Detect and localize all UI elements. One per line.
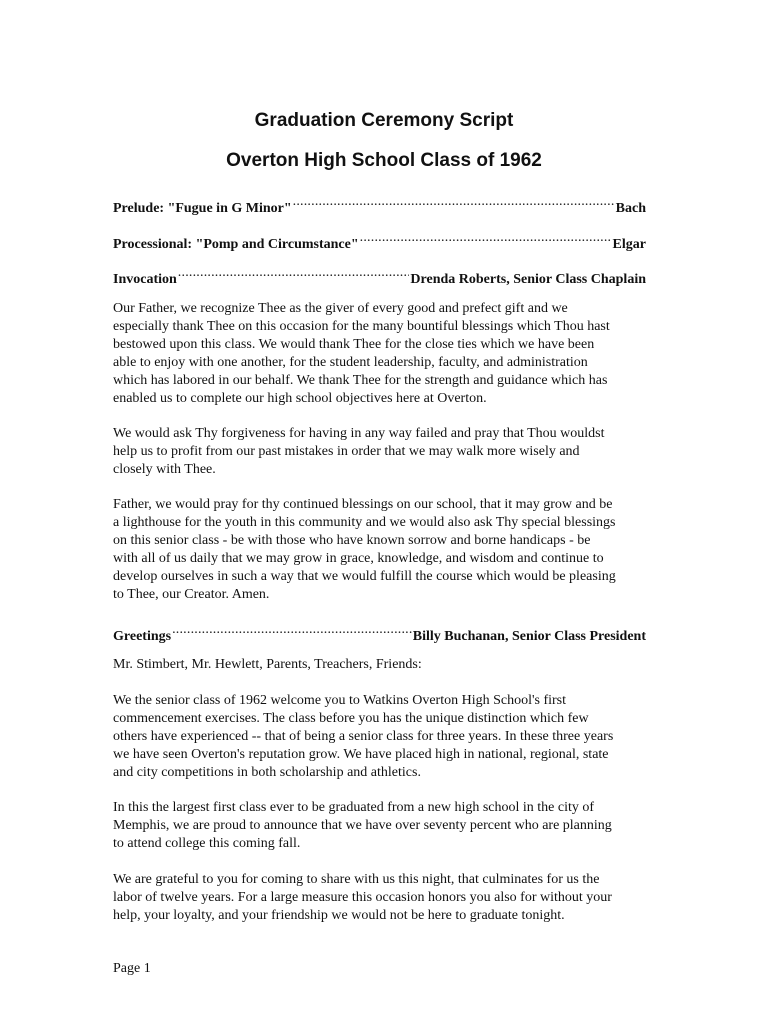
text-line: with all of us daily that we may grow in grace, knowledge, and wisdom and continue to (113, 551, 604, 566)
entry-label: Invocation (113, 272, 177, 287)
text-line: which has labored in our behalf. We thank Thee for the strength and guidance which has (113, 373, 608, 388)
entry-label: Greetings (113, 629, 172, 644)
program-entry-processional (113, 228, 646, 252)
leader-dots (360, 228, 612, 248)
document-title: Graduation Ceremony Script (254, 110, 514, 131)
leader-dots (172, 620, 412, 640)
text-line: We the senior class of 1962 welcome you to Watkins Overton High School's first (113, 693, 566, 708)
program-entry-invocation (113, 263, 646, 287)
text-line: enabled us to complete our high school objectives here at Overton. (113, 391, 487, 406)
text-line: help, your loyalty, and your friendship we would not be here to graduate tonight. (113, 908, 565, 923)
text-line: commencement exercises. The class before you has the unique distinction which few (113, 711, 589, 726)
leader-dots (178, 263, 410, 283)
greetings-paragraph-2 (113, 799, 653, 853)
text-line: we have seen Overton's reputation grow. We have placed high in national, regional, state (113, 747, 609, 762)
greetings-salutation (113, 656, 653, 674)
text-line: Father, we would pray for thy continued blessings on our school, that it may grow and be (113, 497, 613, 512)
entry-label: Prelude: "Fugue in G Minor" (113, 201, 292, 216)
text-line: help us to profit from our past mistakes in order that we may walk more wisely and (113, 444, 580, 459)
text-line: We would ask Thy forgiveness for having in any way failed and pray that Thou wouldst (113, 426, 605, 441)
text-line: especially thank Thee on this occasion for the many bountiful blessings which Thou hast (113, 319, 610, 334)
text-line: In this the largest first class ever to be graduated from a new high school in the city of (113, 800, 595, 815)
invocation-paragraph-3 (113, 496, 653, 604)
text-line: others have experienced -- that of being a senior class for three years. In these three years (113, 729, 614, 744)
text-line: able to enjoy with one another, for the student leadership, faculty, and administration (113, 355, 588, 370)
greetings-paragraph-3 (113, 871, 653, 925)
text-line: labor of twelve years. For a large measure this occasion honors you also for without your (113, 890, 612, 905)
entry-value: Bach (615, 201, 646, 216)
text-line: Mr. Stimbert, Mr. Hewlett, Parents, Treachers, Friends: (113, 657, 422, 672)
program-entry-prelude (113, 192, 646, 216)
invocation-paragraph-1 (113, 300, 653, 408)
leader-dots (293, 192, 615, 212)
text-line: We are grateful to you for coming to share with us this night, that culminates for us the (113, 872, 600, 887)
program-entry-greetings (113, 620, 646, 644)
entry-value: Drenda Roberts, Senior Class Chaplain (410, 272, 646, 287)
document-subtitle: Overton High School Class of 1962 (226, 150, 542, 171)
text-line: Memphis, we are proud to announce that we have over seventy percent who are planning (113, 818, 612, 833)
text-line: a lighthouse for the youth in this community and we would also ask Thy special blessings (113, 515, 616, 530)
text-line: closely with Thee. (113, 462, 216, 477)
text-line: develop ourselves in such a way that we would fulfill the course which would be pleasing (113, 569, 616, 584)
text-line: on this senior class - be with those who have known sorrow and borne handicaps - be (113, 533, 591, 548)
text-line: bestowed upon this class. We would thank Thee for the close ties which we have been (113, 337, 595, 352)
page-number: Page 1 (113, 961, 151, 976)
text-line: to Thee, our Creator. Amen. (113, 587, 270, 602)
entry-value: Elgar (612, 237, 646, 252)
entry-value: Billy Buchanan, Senior Class President (412, 629, 646, 644)
entry-label: Processional: "Pomp and Circumstance" (113, 237, 359, 252)
text-line: to attend college this coming fall. (113, 836, 301, 851)
text-line: Our Father, we recognize Thee as the giver of every good and prefect gift and we (113, 301, 568, 316)
invocation-paragraph-2 (113, 425, 653, 479)
text-line: and city competitions in both scholarship and athletics. (113, 765, 421, 780)
greetings-paragraph-1 (113, 692, 653, 782)
